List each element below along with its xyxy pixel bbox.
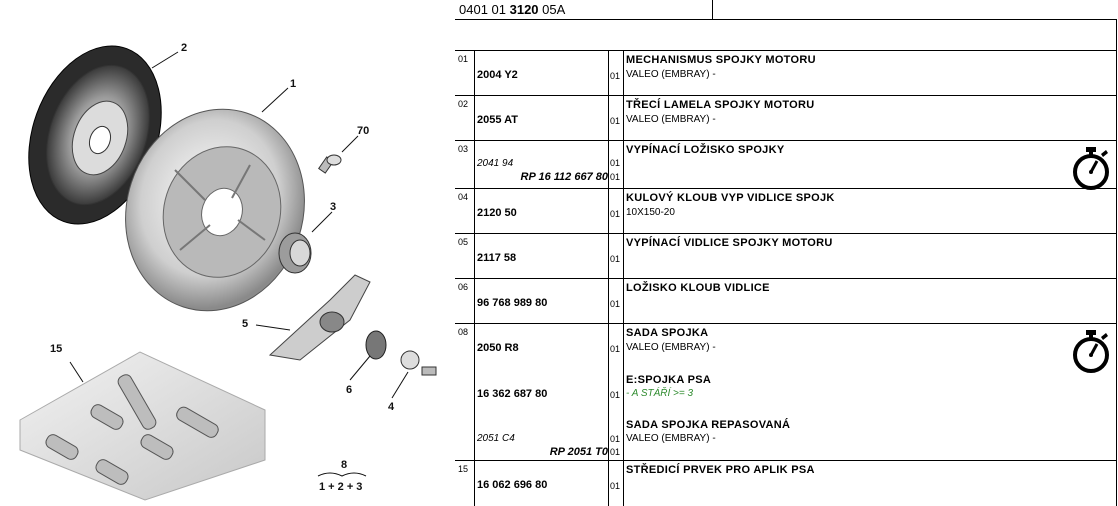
part-reference-rp[interactable]: RP 16 112 667 80: [520, 171, 608, 183]
parts-table-panel: [455, 0, 1118, 506]
part-title: MECHANISMUS SPOJKY MOTORU: [626, 54, 816, 66]
callout-5: 5: [242, 318, 249, 330]
part-reference[interactable]: 2117 58: [477, 252, 517, 264]
table-row[interactable]: [455, 188, 1117, 233]
ball-joint-part-4: [401, 351, 436, 375]
diagram-reference: 0401 01 3120 05A: [455, 0, 713, 19]
item-number: 01: [458, 54, 469, 64]
quantity: 01: [610, 172, 621, 182]
part-title: SADA SPOJKA: [626, 327, 709, 339]
item-number: 05: [458, 237, 469, 247]
quantity: 01: [610, 254, 621, 264]
quantity: 01: [610, 299, 621, 309]
item-number: 06: [458, 282, 469, 292]
part-reference-alt[interactable]: 2041 94: [477, 158, 514, 169]
fork-bush-part-6: [366, 331, 386, 359]
part-title: VYPÍNACÍ VIDLICE SPOJKY MOTORU: [626, 237, 833, 249]
callout-70: 70: [357, 125, 370, 137]
callout-1: 1: [290, 78, 297, 90]
item-number: 03: [458, 144, 469, 154]
part-reference[interactable]: 16 062 696 80: [477, 479, 548, 491]
callout-8: 8: [341, 459, 348, 471]
item-number: 08: [458, 327, 469, 337]
quantity: 01: [610, 447, 621, 457]
part-description: VALEO (EMBRAY) -: [626, 342, 716, 353]
part-title: E:SPOJKA PSA: [626, 374, 712, 386]
part-description: VALEO (EMBRAY) -: [626, 114, 716, 125]
part-description: 10X150-20: [626, 207, 675, 218]
item-number: 04: [458, 192, 469, 202]
callout-6: 6: [346, 384, 353, 396]
part-reference[interactable]: 96 768 989 80: [477, 297, 548, 309]
table-row[interactable]: [455, 278, 1117, 323]
callout-3: 3: [330, 201, 337, 213]
exploded-parts-diagram: [0, 0, 455, 506]
parts-grid: [455, 50, 1117, 506]
quantity: 01: [610, 390, 621, 400]
part-title: STŘEDICÍ PRVEK PRO APLIK PSA: [626, 464, 815, 476]
part-title: KULOVÝ KLOUB VYP VIDLICE SPOJK: [626, 192, 835, 204]
quantity: 01: [610, 158, 621, 168]
part-description: VALEO (EMBRAY) -: [626, 69, 716, 80]
part-reference[interactable]: 16 362 687 80: [477, 388, 548, 400]
part-reference-rp[interactable]: RP 2051 T0: [549, 446, 608, 458]
table-row[interactable]: [455, 323, 1117, 460]
table-row[interactable]: [455, 140, 1117, 188]
release-fork-part-5: [270, 275, 370, 360]
part-reference-alt[interactable]: 2051 C4: [477, 433, 515, 444]
quantity: 01: [610, 116, 621, 126]
callout-8-composition: 1 + 2 + 3: [319, 481, 363, 493]
callout-4: 4: [388, 401, 395, 413]
part-description: VALEO (EMBRAY) -: [626, 433, 716, 444]
stopwatch-icon[interactable]: [1071, 329, 1111, 378]
reference-header: [455, 0, 1117, 20]
part-reference[interactable]: 2120 50: [477, 207, 517, 219]
item-number: 02: [458, 99, 469, 109]
quantity: 01: [610, 71, 621, 81]
callout-15: 15: [50, 343, 63, 355]
part-title: SADA SPOJKA REPASOVANÁ: [626, 419, 791, 431]
part-reference[interactable]: 2050 R8: [477, 342, 519, 354]
quantity: 01: [610, 209, 621, 219]
table-row[interactable]: [455, 50, 1117, 95]
quantity: 01: [610, 434, 621, 444]
table-row[interactable]: [455, 233, 1117, 278]
part-reference[interactable]: 2004 Y2: [477, 69, 518, 81]
centering-tool-kit-part-15: [20, 352, 265, 500]
part-title: TŘECÍ LAMELA SPOJKY MOTORU: [626, 99, 815, 111]
release-bearing-part-3: [279, 233, 311, 273]
part-condition-note: - A STÁŘÍ >= 3: [626, 388, 694, 399]
clutch-diagram-svg: [0, 0, 455, 506]
table-row[interactable]: [455, 460, 1117, 506]
quantity: 01: [610, 481, 621, 491]
quantity: 01: [610, 344, 621, 354]
callout-2: 2: [181, 42, 188, 54]
part-title: LOŽISKO KLOUB VIDLICE: [626, 282, 770, 294]
table-row[interactable]: [455, 95, 1117, 140]
part-reference[interactable]: 2055 AT: [477, 114, 518, 126]
bolt-part-70: [319, 155, 341, 173]
part-title: VYPÍNACÍ LOŽISKO SPOJKY: [626, 144, 785, 156]
item-number: 15: [458, 464, 469, 474]
